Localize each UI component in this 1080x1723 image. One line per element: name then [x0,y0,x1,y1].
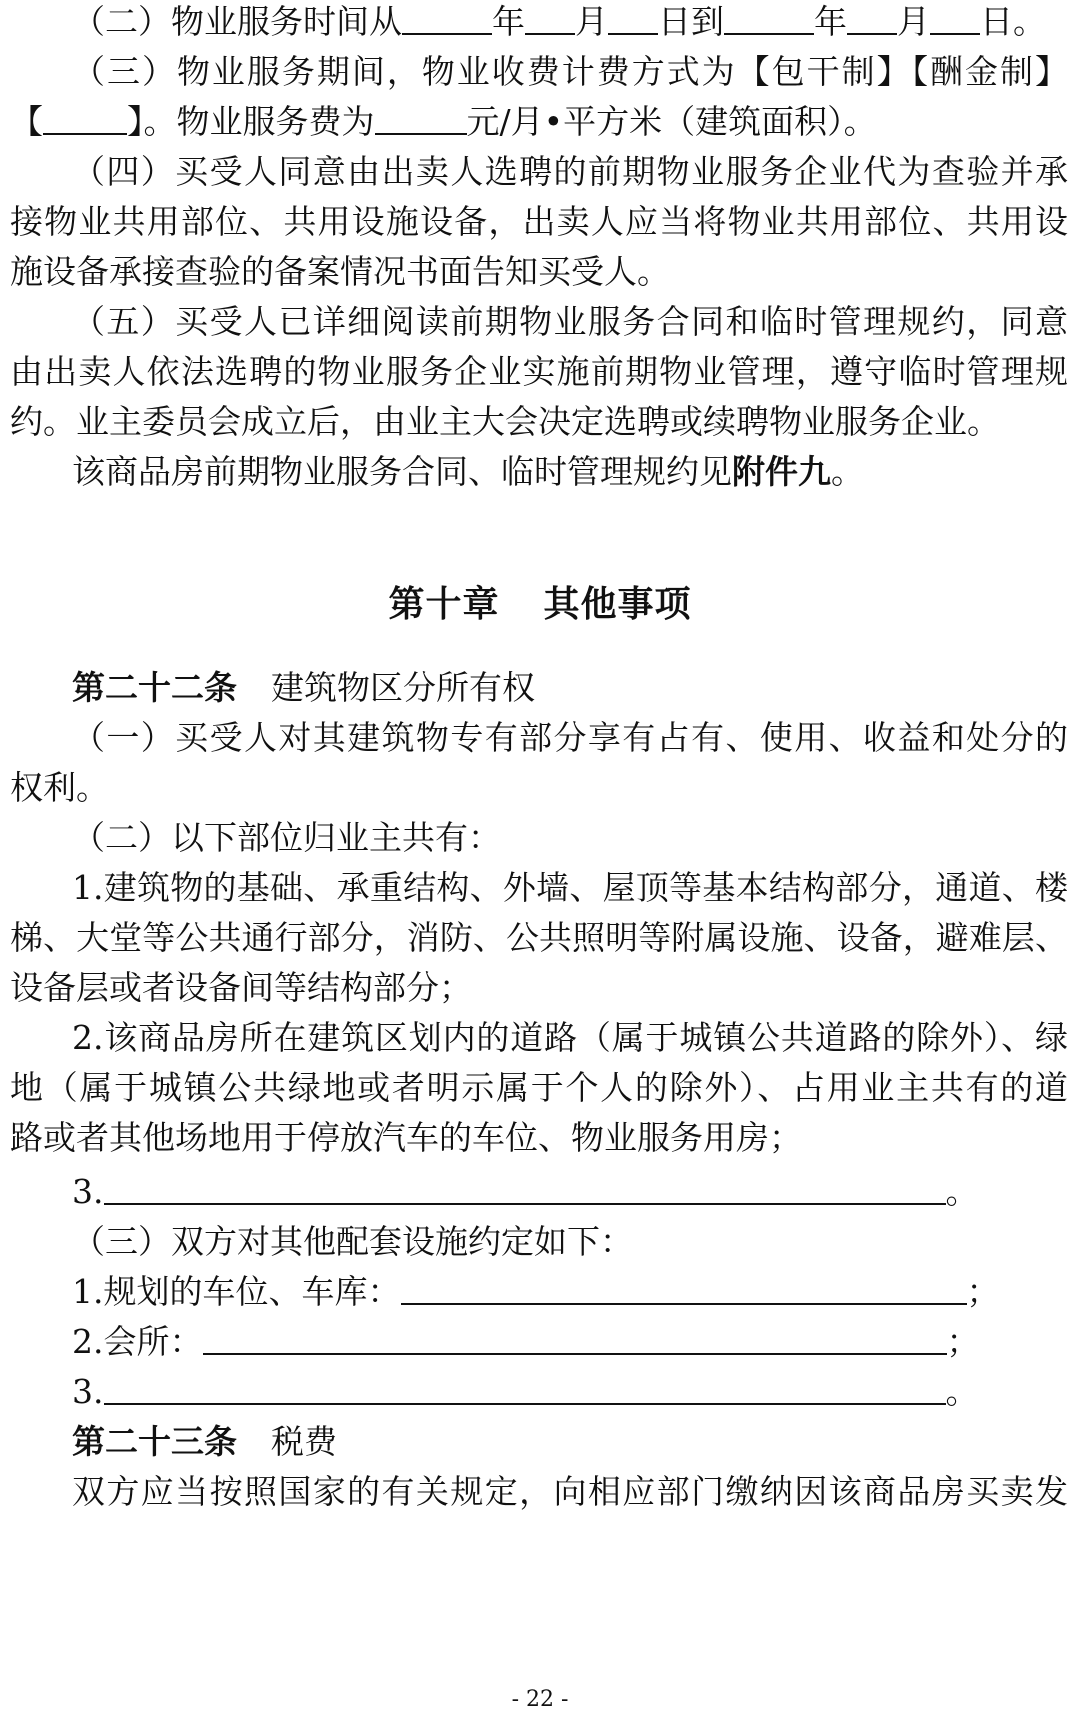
annex-line [72,452,1068,492]
fee-method-blank [43,103,127,135]
service-period-label: （二）物业服务时间从 [72,2,402,41]
parking-line [72,1272,1068,1312]
item-3-blank [104,1173,946,1205]
end-day-label: 日。 [980,2,1046,41]
service-period-line [72,2,1068,42]
start-month-blank [525,3,575,35]
start-year-label: 年 [492,2,525,41]
para-5-line-2: 由出卖人依法选聘的物业服务企业实施前期物业管理，遵守临时管理规 [10,352,1068,391]
annex-text: 该商品房前期物业服务合同、临时管理规约见 [72,452,732,491]
fee-unit-label: 元/月•平方米（建筑面积）。 [466,102,877,141]
art22-2-1-line-3: 设备层或者设备间等结构部分； [10,968,472,1007]
end-month-label: 月 [897,2,930,41]
clubhouse-line [72,1322,1068,1362]
para-5-line-1: （五）买受人已详细阅读前期物业服务合同和临时管理规约，同意 [72,302,1068,341]
para-4-line-3: 施设备承接查验的备案情况书面告知买受人。 [10,252,670,291]
other-facility-line [72,1372,1068,1412]
start-month-label: 月 [575,2,608,41]
page-number: - 22 - [511,1687,569,1712]
fee-amount-line [10,102,1068,142]
para-4-line-1: （四）买受人同意由出卖人选聘的前期物业服务企业代为查验并承 [72,152,1068,191]
item-3-end: 。 [945,1172,979,1211]
art22-1-line-1: （一）买受人对其建筑物专有部分享有占有、使用、收益和处分的 [72,718,1068,757]
art22-2-1-line-2: 梯、大堂等公共通行部分，消防、公共照明等附属设施、设备，避难层、 [10,918,1068,957]
art22-2: （二）以下部位归业主共有： [72,818,501,857]
art22-2-3-line [72,1172,1068,1212]
art22-2-1-line-1: 1.建筑物的基础、承重结构、外墙、屋顶等基本结构部分，通道、楼 [72,868,1068,907]
clubhouse-end: ； [946,1322,980,1361]
parking-end: ； [966,1272,1000,1311]
fee-amount-blank [375,103,467,135]
end-year-label: 年 [814,2,847,41]
parking-blank [401,1273,967,1305]
art22-2-2-line-1: 2.该商品房所在建筑区划内的道路（属于城镇公共道路的除外）、绿 [72,1018,1068,1057]
end-day-blank [930,3,980,35]
clubhouse-label: 2.会所： [72,1322,203,1361]
article-22-number: 第二十二条 [72,668,237,707]
fee-method-line: （三）物业服务期间，物业收费计费方式为【包干制】【酬金制】 [72,52,1068,91]
art22-2-2-line-2: 地（属于城镇公共绿地或者明示属于个人的除外）、占用业主共有的道 [10,1068,1068,1107]
bracket-open: 【 [10,102,43,141]
art23-line-1: 双方应当按照国家的有关规定，向相应部门缴纳因该商品房买卖发 [72,1472,1068,1511]
chapter-title [0,582,1080,626]
art22-3: （三）双方对其他配套设施约定如下： [72,1222,633,1261]
item-3-number: 3. [72,1172,104,1211]
fee-amount-label: 】。物业服务费为 [127,102,375,141]
article-23-number: 第二十三条 [72,1422,237,1461]
article-23-title: 税费 [271,1422,337,1461]
end-year-blank [724,3,814,35]
annex-end: 。 [831,452,864,491]
end-month-blank [847,3,897,35]
article-22-title: 建筑物区分所有权 [271,668,535,707]
other-facility-end: 。 [945,1372,979,1411]
parking-label: 1.规划的车位、车库： [72,1272,401,1311]
start-day-label: 日到 [658,2,724,41]
chapter-number: 第十章 [388,583,500,625]
art22-1-line-2: 权利。 [10,768,109,807]
para-5-line-3: 约。业主委员会成立后，由业主大会决定选聘或续聘物业服务企业。 [10,402,1000,441]
start-day-blank [608,3,658,35]
annex-reference: 附件九 [732,452,831,491]
start-year-blank [402,3,492,35]
other-facility-blank [104,1373,946,1405]
other-facility-number: 3. [72,1372,104,1411]
para-4-line-2: 接物业共用部位、共用设施设备，出卖人应当将物业共用部位、共用设 [10,202,1068,241]
art22-2-2-line-3: 路或者其他场地用于停放汽车的车位、物业服务用房； [10,1118,802,1157]
chapter-name: 其他事项 [543,583,692,625]
clubhouse-blank [203,1323,947,1355]
article-22-heading [72,668,1068,708]
article-23-heading [72,1422,1068,1462]
